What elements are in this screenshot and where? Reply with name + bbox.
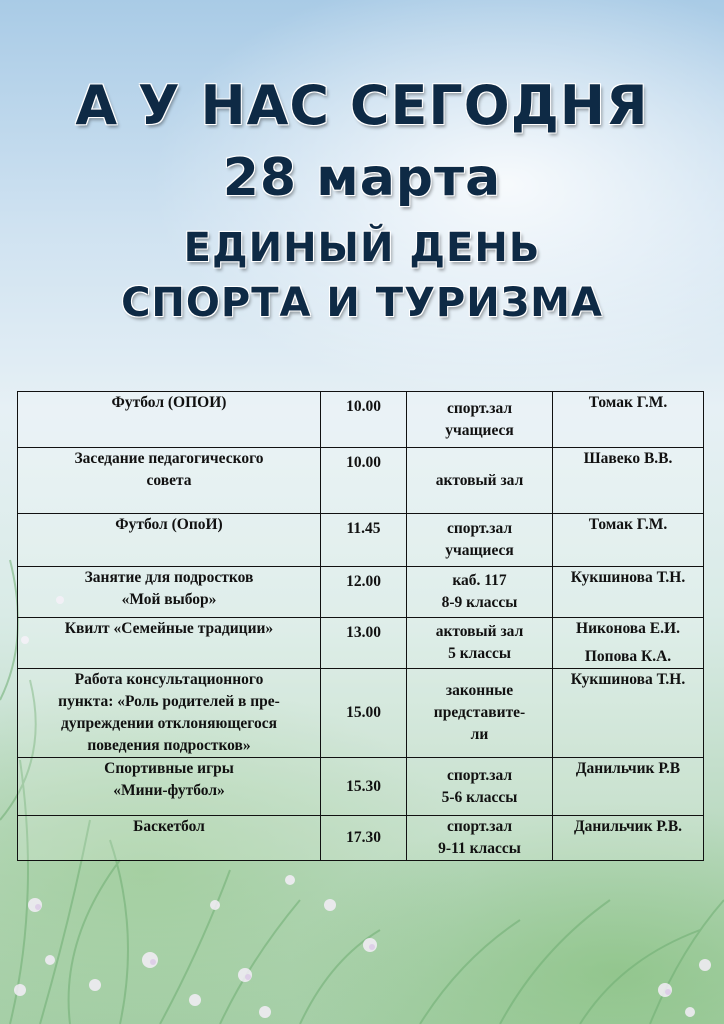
place-cell [407,618,553,669]
schedule-row [18,392,704,448]
event-cell [18,669,321,758]
place-cell-line: спорт.зал [446,399,513,417]
place-cell [407,448,553,514]
responsible-cell [553,514,704,567]
place-cell-line: спорт.зал [446,520,513,537]
place-cell [407,567,553,618]
place-cell-line: 8-9 классы [441,594,518,611]
event-cell-line: совета [146,472,192,489]
time-cell [321,618,407,669]
time-cell [321,669,407,758]
responsible-cell [553,448,704,514]
responsible-cell-line: Попова К.А. [584,648,672,665]
responsible-cell-line: Кукшинова Т.Н. [570,671,686,688]
responsible-cell-line: Кукшинова Т.Н. [570,569,686,586]
event-cell [18,514,321,567]
responsible-cell-line: Томак Г.М. [588,516,668,533]
headline-today: А У НАС СЕГОДНЯ [75,74,649,137]
responsible-cell [553,816,704,861]
time-cell-line: 13.00 [346,624,381,641]
responsible-cell-line: Данильчик Р.В [575,760,681,777]
responsible-cell [553,567,704,618]
time-cell [321,758,407,816]
headline-event-line1: ЕДИНЫЙ ДЕНЬ [183,225,541,271]
schedule-row [18,618,704,669]
event-cell [18,392,321,448]
place-cell-line: учащиеся [445,542,514,559]
event-cell [18,618,321,669]
event-cell-line: «Мини-футбол» [113,782,225,799]
time-cell [321,392,407,448]
event-cell-line: «Мой выбор» [121,591,217,608]
event-cell [18,816,321,861]
time-cell [321,567,407,618]
event-cell-line: Заседание педагогического [74,450,264,467]
place-cell-line: представите- [433,704,526,721]
place-cell [407,758,553,816]
responsible-cell-line: Шавеко В.В. [583,450,673,467]
schedule-row [18,816,704,861]
responsible-cell [553,758,704,816]
schedule-row [18,567,704,618]
event-cell-line: Футбол (ОпоИ) [115,516,223,533]
place-cell [407,816,553,861]
place-cell-line: актовый зал [435,623,524,640]
responsible-cell-line: Томак Г.М. [588,394,668,411]
event-cell-line: пункта: «Роль родителей в пре- [58,693,280,710]
place-cell [407,514,553,567]
place-cell-line: спорт.зал [446,766,513,784]
responsible-cell-line: Никонова Е.И. [576,620,680,637]
event-cell-line: Занятие для подростков [84,569,254,586]
schedule-row [18,514,704,567]
event-cell-line: Баскетбол [133,818,205,835]
place-cell-line: учащиеся [445,421,514,439]
event-cell-line: Квилт «Семейные традиции» [64,620,274,637]
place-cell-line: 5 классы [448,645,511,662]
schedule-row [18,669,704,758]
responsible-cell [553,392,704,448]
time-cell-line: 15.30 [346,777,381,795]
time-cell [321,514,407,567]
place-cell [407,669,553,758]
time-cell-line: 12.00 [346,573,381,590]
event-cell-line: поведения подростков» [87,737,251,754]
schedule-table [17,391,704,861]
event-cell-line: Работа консультационного [74,671,264,688]
headline-date: 28 марта [222,148,502,208]
time-cell-line: 15.00 [346,704,381,721]
place-cell [407,392,553,448]
event-cell [18,567,321,618]
event-cell [18,758,321,816]
event-cell-line: Футбол (ОПОИ) [111,394,227,411]
place-cell-line: 5-6 классы [441,788,518,806]
event-cell [18,448,321,514]
time-cell-line: 10.00 [346,398,381,415]
place-cell-line: законные [445,682,514,699]
place-cell-line: спорт.зал [446,818,513,835]
responsible-cell [553,669,704,758]
place-cell-line: каб. 117 [452,572,507,589]
time-cell [321,816,407,861]
time-cell-line: 17.30 [346,829,381,846]
time-cell [321,448,407,514]
event-cell-line: дупреждении отклоняющегося [61,715,277,732]
schedule-row [18,448,704,514]
place-cell-line: 9-11 классы [438,840,521,857]
responsible-cell [553,618,704,669]
time-cell-line: 10.00 [346,454,381,471]
place-cell-line: ли [470,726,489,743]
schedule-row [18,758,704,816]
place-cell-line: актовый зал [435,471,524,489]
time-cell-line: 11.45 [346,520,381,537]
responsible-cell-line: Данильчик Р.В. [573,818,683,835]
headline-event-line2: СПОРТА И ТУРИЗМА [121,280,603,326]
event-cell-line: Спортивные игры [104,760,234,777]
